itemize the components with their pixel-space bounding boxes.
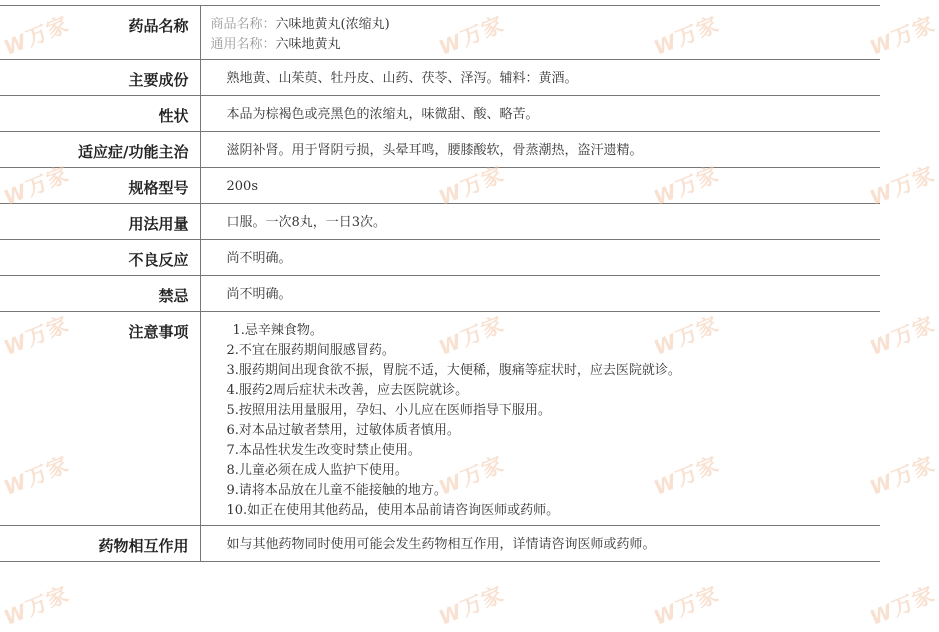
generic-name-value: 六味地黄丸: [275, 37, 341, 52]
precautions-label: 注意事项: [0, 312, 200, 526]
appearance-label: 性状: [0, 96, 200, 132]
trade-name-line: [211, 15, 871, 35]
watermark-logo: W万家: [650, 312, 723, 360]
watermark-logo: W万家: [435, 162, 508, 210]
precaution-item: 8.儿童必须在成人监护下使用。: [226, 463, 408, 478]
watermark-logo: W万家: [866, 12, 939, 60]
adverse-value: 尚不明确。: [200, 240, 880, 276]
row-drug-name: [0, 6, 880, 60]
row-interactions: [0, 526, 880, 562]
precaution-item: 2.不宜在服药期间服感冒药。: [226, 343, 395, 358]
adverse-label: 不良反应: [0, 240, 200, 276]
precaution-item: 6.对本品过敏者禁用，过敏体质者慎用。: [226, 423, 460, 438]
watermark-logo: W万家: [435, 582, 508, 630]
trade-name-key: 商品名称：: [210, 17, 276, 32]
watermark-logo: W万家: [0, 12, 73, 60]
generic-name-line: [211, 35, 871, 55]
drug-name-value: [200, 6, 880, 60]
ingredients-value: 熟地黄、山茱萸、牡丹皮、山药、茯苓、泽泻。辅料：黄酒。: [200, 60, 880, 96]
row-adverse: [0, 240, 880, 276]
row-dosage: [0, 204, 880, 240]
watermark-logo: W万家: [866, 452, 939, 500]
row-precautions: [0, 312, 880, 526]
precaution-item: 5.按照用法用量服用，孕妇、小儿应在医师指导下服用。: [226, 403, 551, 418]
watermark-logo: W万家: [866, 582, 939, 630]
spec-label: 规格型号: [0, 168, 200, 204]
precaution-item: 9.请将本品放在儿童不能接触的地方。: [226, 483, 447, 498]
trade-name-value: 六味地黄丸(浓缩丸): [275, 17, 390, 32]
watermark-logo: W万家: [435, 452, 508, 500]
ingredients-label: 主要成份: [0, 60, 200, 96]
contraindications-value: 尚不明确。: [200, 276, 880, 312]
precaution-item: 3.服药期间出现食欲不振，胃脘不适，大便稀，腹痛等症状时，应去医院就诊。: [226, 363, 681, 378]
watermark-logo: W万家: [435, 12, 508, 60]
drug-name-label: 药品名称: [0, 6, 200, 60]
indications-label: 适应症/功能主治: [0, 132, 200, 168]
generic-name-key: 通用名称：: [210, 37, 276, 52]
indications-value: 滋阴补肾。用于肾阴亏损，头晕耳鸣，腰膝酸软，骨蒸潮热，盗汗遗精。: [200, 132, 880, 168]
watermark-logo: W万家: [435, 312, 508, 360]
spec-value: 200s: [200, 168, 880, 204]
watermark-logo: W万家: [650, 12, 723, 60]
watermark-logo: W万家: [0, 162, 73, 210]
dosage-label: 用法用量: [0, 204, 200, 240]
watermark-logo: W万家: [0, 312, 73, 360]
appearance-value: 本品为棕褐色或亮黑色的浓缩丸，味微甜、酸、略苦。: [200, 96, 880, 132]
interactions-label: 药物相互作用: [0, 526, 200, 562]
contraindications-label: 禁忌: [0, 276, 200, 312]
watermark-logo: W万家: [650, 452, 723, 500]
precautions-list: [227, 321, 871, 521]
precaution-item: 4.服药2周后症状未改善，应去医院就诊。: [226, 383, 469, 398]
dosage-value: 口服。一次8丸，一日3次。: [200, 204, 880, 240]
watermark-logo: W万家: [650, 582, 723, 630]
precaution-item: 1.忌辛辣食物。: [232, 323, 323, 338]
interactions-value: 如与其他药物同时使用可能会发生药物相互作用，详情请咨询医师或药师。: [200, 526, 880, 562]
precaution-item: 10.如正在使用其他药品，使用本品前请咨询医师或药师。: [226, 503, 560, 518]
row-spec: [0, 168, 880, 204]
row-appearance: [0, 96, 880, 132]
precaution-item: 7.本品性状发生改变时禁止使用。: [226, 443, 421, 458]
watermark-logo: W万家: [0, 452, 73, 500]
row-indications: [0, 132, 880, 168]
row-ingredients: [0, 60, 880, 96]
watermark-logo: W万家: [650, 162, 723, 210]
watermark-logo: W万家: [866, 162, 939, 210]
drug-info-table: [0, 5, 880, 562]
watermark-logo: W万家: [866, 312, 939, 360]
row-contraindications: [0, 276, 880, 312]
precautions-value: [200, 312, 880, 526]
watermark-logo: W万家: [0, 582, 73, 630]
